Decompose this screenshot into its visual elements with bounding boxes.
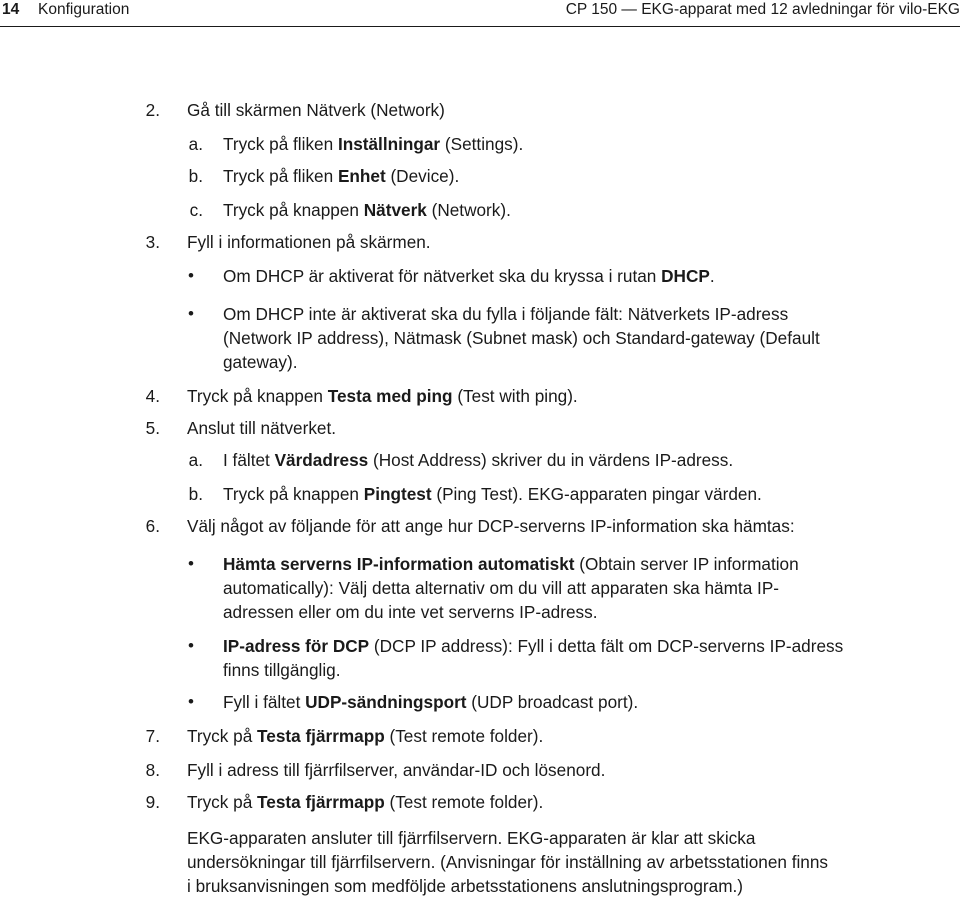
substep-text: Tryck på fliken Enhet (Device). bbox=[223, 166, 460, 186]
closing-paragraph-line: i bruksanvisningen som medföljde arbetsstationens anslutningsprogram.) bbox=[187, 876, 744, 896]
substep-letter: b. bbox=[188, 484, 203, 504]
header-rule bbox=[0, 26, 960, 27]
substep-letter: a. bbox=[188, 134, 203, 154]
step-text: Fyll i adress till fjärrfilserver, användar-ID och lösenord. bbox=[187, 760, 606, 780]
substep-text: Tryck på knappen Nätverk (Network). bbox=[223, 200, 511, 220]
substep-letter: c. bbox=[189, 200, 203, 220]
step-text: Välj något av följande för att ange hur DCP-serverns IP-information ska hämtas: bbox=[187, 516, 795, 536]
bullet-text: Fyll i fältet UDP-sändningsport (UDP broadcast port). bbox=[223, 692, 639, 712]
bullet-text: IP-adress för DCP (DCP IP address): Fyll i detta fält om DCP-serverns IP-adress bbox=[223, 636, 844, 656]
document-title: CP 150 — EKG-apparat med 12 avledningar för vilo-EKG bbox=[565, 1, 960, 18]
step-number: 8. bbox=[145, 760, 160, 780]
page-header bbox=[0, 0, 960, 24]
bullet-icon: • bbox=[188, 692, 194, 711]
step-text: Tryck på Testa fjärrmapp (Test remote folder). bbox=[187, 726, 544, 746]
substep-text: Tryck på knappen Pingtest (Ping Test). EKG-apparaten pingar värden. bbox=[223, 484, 762, 504]
substep-text: I fältet Värdadress (Host Address) skriver du in värdens IP-adress. bbox=[223, 450, 734, 470]
step-number: 5. bbox=[145, 418, 160, 438]
bullet-icon: • bbox=[188, 266, 194, 285]
step-number: 9. bbox=[145, 792, 160, 812]
closing-paragraph-line: undersökningar till fjärrfilservern. (Anvisningar för inställning av arbetsstationen finns bbox=[187, 852, 829, 872]
closing-paragraph-line: EKG-apparaten ansluter till fjärrfilservern. EKG-apparaten är klar att skicka bbox=[187, 828, 756, 848]
step-number: 7. bbox=[145, 726, 160, 746]
bullet-icon: • bbox=[188, 636, 194, 655]
section-title: Konfiguration bbox=[38, 1, 130, 18]
bullet-icon: • bbox=[188, 554, 194, 573]
substep-letter: a. bbox=[188, 450, 203, 470]
bullet-text: Om DHCP är aktiverat för nätverket ska du kryssa i rutan DHCP. bbox=[223, 266, 715, 286]
bullet-text: gateway). bbox=[223, 352, 298, 372]
step-number: 2. bbox=[145, 100, 160, 120]
step-text: Anslut till nätverket. bbox=[187, 418, 337, 438]
bullet-icon: • bbox=[188, 304, 194, 323]
substep-text: Tryck på fliken Inställningar (Settings). bbox=[223, 134, 524, 154]
step-number: 4. bbox=[145, 386, 160, 406]
bullet-text: Hämta serverns IP-information automatiskt (Obtain server IP information bbox=[223, 554, 799, 574]
step-number: 3. bbox=[145, 232, 160, 252]
step-text: Tryck på Testa fjärrmapp (Test remote folder). bbox=[187, 792, 544, 812]
step-text: Fyll i informationen på skärmen. bbox=[187, 232, 431, 252]
substep-letter: b. bbox=[188, 166, 203, 186]
page-number: 14 bbox=[2, 1, 20, 18]
step-text: Tryck på knappen Testa med ping (Test with ping). bbox=[187, 386, 578, 406]
step-number: 6. bbox=[145, 516, 160, 536]
bullet-text: finns tillgänglig. bbox=[223, 660, 341, 680]
bullet-text: (Network IP address), Nätmask (Subnet mask) och Standard-gateway (Default bbox=[223, 328, 820, 348]
bullet-text: automatically): Välj detta alternativ om du vill att apparaten ska hämta IP- bbox=[223, 578, 780, 598]
step-text: Gå till skärmen Nätverk (Network) bbox=[187, 100, 445, 120]
bullet-text: Om DHCP inte är aktiverat ska du fylla i följande fält: Nätverkets IP-adress bbox=[223, 304, 789, 324]
bullet-text: adressen eller om du inte vet serverns IP-adress. bbox=[223, 602, 598, 622]
